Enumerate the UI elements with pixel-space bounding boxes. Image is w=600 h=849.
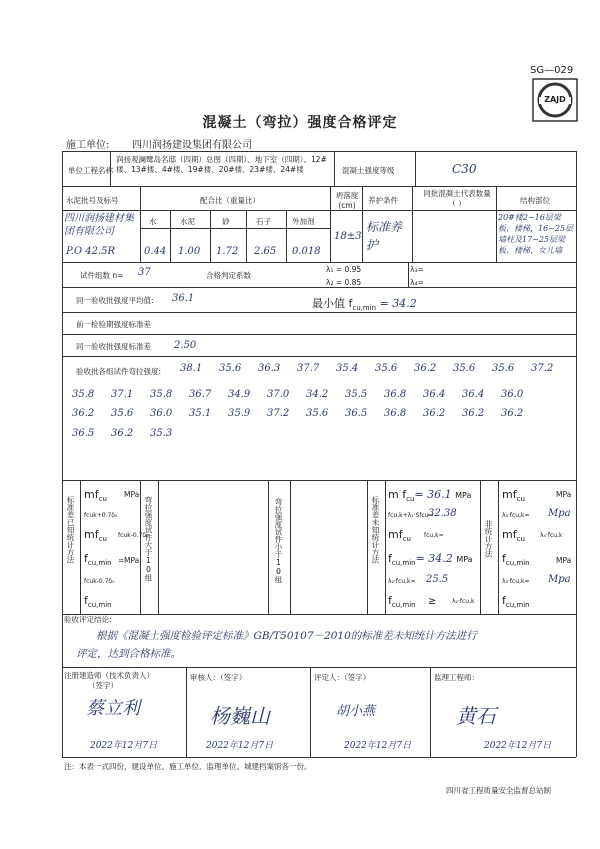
b1-fcumin: $f_{cu,min}$ (84, 552, 112, 568)
strength-value: 34.9 (228, 389, 251, 400)
sd-label: 同一验收批强度标准差 (76, 342, 151, 351)
b4-ge: ≥ (428, 596, 437, 607)
part-value: 20#楼2~16层梁板、楼梯，16~25层墙柱及17~25层梁板、楼梯、女儿墙 (498, 213, 574, 255)
b5-hand-mpa2: Mpa (548, 574, 571, 585)
page-title: 混凝土（弯拉）强度合格评定 (202, 115, 398, 131)
strength-value: 35.5 (345, 389, 368, 400)
method-gt10: 弯拉强度试件大于10组 (144, 496, 153, 582)
lambda4: λ₄= (410, 278, 424, 287)
mix-label: 配合比（重量比） (200, 196, 260, 205)
strength-value: 35.9 (228, 408, 251, 419)
b1-f1b: fcuk-0.7δ₀ (118, 532, 149, 539)
logo-text: ZAJD (544, 95, 566, 104)
slump-value: 18±3 (334, 231, 362, 242)
strength-value: 36.2 (423, 408, 446, 419)
grade-value: C30 (452, 162, 477, 176)
mix-col-stone: 石子 (256, 217, 271, 226)
coef-label: 合格判定系数 (206, 271, 251, 280)
strength-value: 36.4 (423, 389, 446, 400)
prev-sd-label: 前一检验期强度标准差 (76, 320, 151, 329)
b4-fcu: $mf_{cu}$ (388, 528, 411, 544)
strength-value: 37.2 (531, 363, 554, 374)
supervisor-label: 监理工程师： (434, 673, 479, 682)
strength-value: 36.5 (345, 408, 368, 419)
conclusion-label: 验收评定结论: (64, 615, 112, 624)
strength-value: 36.7 (189, 389, 212, 400)
strength-value: 36.2 (111, 428, 134, 439)
strength-value: 35.6 (375, 363, 398, 374)
reviewer-label: 审核人：（签字） (190, 673, 247, 682)
form-code: SG—029 (530, 65, 574, 76)
strength-value: 35.6 (111, 408, 134, 419)
mix-col-sand: 砂 (222, 217, 230, 226)
cement-value: 四川润扬建材集团有限公司 (64, 213, 134, 237)
lambda1: λ₁ = 0.95 (326, 265, 362, 274)
project-value: 润扬观澜鹭岛名邸（四期）总图（四期）、地下室（四期）、12#楼、13#楼、4#楼、19#楼、20#楼、23#楼、24#楼 (116, 155, 327, 174)
method-known-sd: 标准差已知统计方法 (66, 496, 75, 564)
lambda2: λ₂ = 0.85 (326, 278, 362, 287)
b5-fcu: $mf_{cu}$ (502, 528, 525, 544)
date-reviewer: 2022年12月7日 (206, 741, 274, 751)
unit-value: 四川润扬建设集团有限公司 (132, 140, 252, 151)
grade-label: 混凝土强度等级 (342, 166, 395, 175)
strength-value: 36.8 (384, 389, 407, 400)
b1-eq: = (118, 556, 125, 565)
min-label-sub: cu,min (352, 304, 377, 313)
strength-value: 38.1 (180, 363, 203, 374)
b5-mpa: MPa (556, 490, 572, 499)
b1-f1c: fcuk-0.7δ₀ (84, 578, 115, 585)
b1-mpa: MPa (124, 490, 140, 499)
b5-l2: λ₄·fcu,k (540, 532, 563, 539)
strength-value: 37.7 (297, 363, 320, 374)
b1-f1a: fcuk+0.7δ₀ (84, 512, 118, 519)
date-supervisor: 2022年12月7日 (484, 741, 552, 751)
mix-cement-value: 1.00 (178, 246, 201, 257)
mix-water-value: 0.44 (144, 246, 167, 257)
strength-value: 36.2 (462, 408, 485, 419)
lambda3: λ₃= (410, 265, 424, 274)
method-unknown-sd: 标准差未知统计方法 (371, 496, 380, 564)
engineer-sub: （签字） (88, 681, 118, 690)
min-label-text: 最小值 f (312, 297, 353, 310)
b4-min: $f_{cu,min}= 34.2$ MPa (388, 552, 473, 568)
strength-value: 36.5 (72, 428, 95, 439)
b5-l1: λ₃·fcu,k= (502, 512, 530, 519)
cement-label: 水泥批号及标号 (66, 196, 119, 205)
n-value: 37 (138, 267, 151, 278)
strength-value: 35.4 (336, 363, 359, 374)
mean-value: 36.1 (172, 293, 195, 304)
b4-l1: fcu,k+λ₁·Sfcu= (388, 512, 434, 519)
mix-admix-value: 0.018 (292, 246, 321, 257)
project-label: 单位工程名称 (68, 166, 113, 175)
strength-value: 35.6 (492, 363, 515, 374)
strength-value: 36.3 (258, 363, 281, 374)
b4-l1-val: 32.38 (428, 508, 457, 519)
b1-fcu: $mf_{cu}$ (84, 528, 107, 544)
cure-value: 标准养护 (366, 220, 403, 252)
mix-stone-value: 2.65 (254, 246, 277, 257)
sd-value: 2.50 (174, 340, 197, 351)
strength-value: 36.2 (414, 363, 437, 374)
signature-engineer: 蔡立利 (86, 698, 140, 719)
mean-label: 同一验收批强度平均值: (76, 296, 154, 305)
b5-hand-mpa: Mpa (548, 508, 571, 519)
strength-value: 35.3 (150, 428, 173, 439)
cure-label: 养护条件 (368, 196, 398, 205)
strength-value: 35.6 (306, 408, 329, 419)
strength-value: 35.8 (72, 389, 95, 400)
unit-label: 施工单位: (66, 140, 110, 151)
b5-l3: λ₃·fcu,k= (502, 578, 530, 585)
values-label: 验收批各组试件弯拉强度: (76, 367, 162, 376)
strength-value: 35.6 (219, 363, 242, 374)
strength-value: 34.2 (306, 389, 329, 400)
mix-col-admix: 外加剂 (292, 217, 315, 226)
strength-value: 35.8 (150, 389, 173, 400)
count-label: 同批混凝土代表数量（ ） (423, 189, 491, 208)
mix-sand-value: 1.72 (216, 246, 239, 257)
b5-mpa2: MPa (556, 556, 572, 565)
b4-l2-val: 25.5 (426, 574, 449, 585)
footer-org: 四川省工程质量安全监督总站制 (446, 786, 551, 795)
strength-value: 35.1 (189, 408, 212, 419)
b4-fcumin2: $f_{cu,min}$ (388, 594, 416, 610)
method-lt10: 弯拉强度试件小于10组 (274, 498, 283, 584)
engineer-label: 注册建造师（技术负责人） (64, 671, 154, 680)
method-nonstat: 非统计方法 (484, 520, 493, 558)
footer-note: 注：本表一式四份，建设单位、施工单位、监理单位、城建档案馆各一份。 (64, 762, 312, 771)
date-assessor: 2022年12月7日 (344, 741, 412, 751)
b5-mfcu: $mf_{cu}$ (502, 488, 525, 504)
strength-value: 36.0 (150, 408, 173, 419)
slump-label: 坍落度(cm) (335, 191, 359, 210)
signature-supervisor: 黄石 (456, 704, 496, 728)
strength-value: 36.0 (501, 389, 524, 400)
strength-value: 37.1 (111, 389, 134, 400)
conclusion-text2: 评定，达到合格标准。 (76, 648, 181, 660)
mix-col-cement: 水泥 (180, 217, 195, 226)
strength-value: 35.6 (453, 363, 476, 374)
strength-value: 36.2 (501, 408, 524, 419)
b1-mpa2: MPa (124, 556, 140, 565)
b4-l2: λ₂·fcu,k= (388, 578, 416, 585)
b4-cmp: fcu,k= (424, 532, 444, 539)
strength-value: 36.2 (72, 408, 95, 419)
signature-reviewer: 杨巍山 (210, 704, 270, 728)
date-engineer: 2022年12月7日 (90, 741, 158, 751)
b4-mean: m $f_{cu}= 36.1$ MPa (388, 488, 472, 504)
b5-fcumin: $f_{cu,min}$ (502, 552, 530, 568)
min-value: = 34.2 (379, 297, 417, 310)
b5-fcumin2: $f_{cu,min}$ (502, 594, 530, 610)
min-label (312, 295, 417, 312)
strength-value: 37.2 (267, 408, 290, 419)
assessor-label: 评定人：（签字） (314, 673, 371, 682)
b4-ge-l: λ₂·fcu,k (452, 598, 475, 605)
strength-value: 36.4 (462, 389, 485, 400)
strength-value: 37.0 (267, 389, 290, 400)
mix-col-water: 水 (149, 217, 157, 226)
n-label: 试件组数 n= (80, 271, 124, 280)
b1-mfcu: $mf_{cu}$ (84, 488, 107, 504)
signature-assessor: 胡小燕 (336, 704, 376, 719)
b1-fcumin2: $f_{cu,min}$ (84, 594, 112, 610)
cement-grade: P.O 42.5R (66, 246, 116, 257)
strength-value: 36.8 (384, 408, 407, 419)
conclusion-text1: 根据《混凝土强度检验评定标准》GB/T50107－2010的标准差未知统计方法进行 (96, 630, 477, 642)
part-label: 结构部位 (520, 196, 550, 205)
